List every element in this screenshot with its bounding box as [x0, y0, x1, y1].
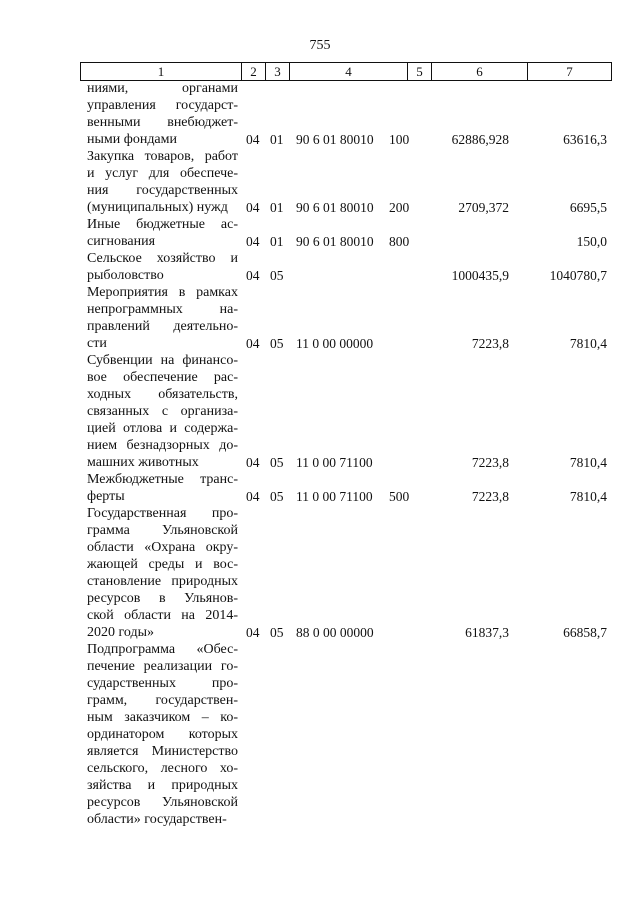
column-header-7: 7	[528, 63, 612, 81]
row-section-code: 04	[246, 268, 260, 283]
row-amount-year-1: 7223,8	[471, 336, 509, 351]
budget-table-body	[0, 80, 640, 828]
row-section-code: 04	[246, 336, 260, 351]
row-description	[87, 216, 238, 250]
row-description-line: нием безнадзорных до-	[87, 438, 238, 453]
row-target-article: 88 0 00 00000	[296, 625, 374, 640]
row-target-article: 11 0 00 00000	[296, 336, 374, 351]
row-description-line: Мероприятия в рамках	[87, 285, 238, 300]
row-subsection-code: 01	[270, 200, 284, 215]
row-target-article: 90 6 01 80010	[296, 200, 374, 215]
row-section-code: 04	[246, 455, 260, 470]
row-description-line: ординатором которых	[87, 727, 238, 742]
row-description-line: 2020 годы»	[87, 625, 155, 640]
row-description-line: области» государствен-	[87, 812, 227, 827]
row-description-line: ресурсов в Ульянов-	[87, 591, 238, 606]
column-header-3: 3	[266, 63, 290, 81]
row-description-line: рыболовство	[87, 268, 164, 283]
row-description-line: сельского, лесного хо-	[87, 761, 238, 776]
row-subsection-code: 05	[270, 489, 284, 504]
row-description-line: ходных обязательств,	[87, 387, 238, 402]
row-description-line: ской области на 2014-	[87, 608, 238, 623]
row-description	[87, 148, 238, 216]
row-amount-year-2: 150,0	[576, 234, 607, 249]
row-description-line: правлений деятельно-	[87, 319, 238, 334]
row-expense-type: 500	[389, 489, 410, 504]
row-description-line: и услуг для обеспече-	[87, 166, 238, 181]
row-description-line: сударственных про-	[87, 676, 238, 691]
row-description-line: печение реализации го-	[87, 659, 238, 674]
row-description-line: Подпрограмма «Обес-	[87, 642, 238, 657]
table-row	[0, 284, 640, 352]
row-subsection-code: 05	[270, 455, 284, 470]
table-row	[0, 641, 640, 828]
row-expense-type: 100	[389, 132, 410, 147]
page-number: 755	[309, 38, 331, 53]
row-description-line: ными фондами	[87, 132, 178, 147]
row-subsection-code: 05	[270, 625, 284, 640]
row-subsection-code: 01	[270, 132, 284, 147]
row-description	[87, 471, 238, 505]
row-amount-year-2: 7810,4	[569, 336, 607, 351]
table-row	[0, 505, 640, 641]
row-description	[87, 250, 238, 284]
row-description-line: является Министерство	[87, 744, 238, 759]
row-description-line: ным заказчиком – ко-	[87, 710, 238, 725]
table-row	[0, 216, 640, 250]
column-header-6: 6	[432, 63, 528, 81]
column-header-5: 5	[408, 63, 432, 81]
row-description-line: ферты	[87, 489, 125, 504]
row-section-code: 04	[246, 625, 260, 640]
row-description	[87, 284, 238, 352]
row-section-code: 04	[246, 234, 260, 249]
row-amount-year-2: 1040780,7	[549, 268, 607, 283]
row-description	[87, 80, 238, 148]
row-description-line: Межбюджетные транс-	[87, 472, 238, 487]
row-description-line: жающей среды и вос-	[87, 557, 238, 572]
row-target-article: 90 6 01 80010	[296, 132, 374, 147]
row-expense-type: 800	[389, 234, 410, 249]
row-expense-type: 200	[389, 200, 410, 215]
row-description-line: грамм, государствен-	[87, 693, 238, 708]
row-description-line: машних животных	[87, 455, 199, 470]
row-description-line: Иные бюджетные ас-	[87, 217, 238, 232]
row-description-line: венными внебюджет-	[87, 115, 238, 130]
table-row	[0, 250, 640, 284]
row-section-code: 04	[246, 489, 260, 504]
row-amount-year-1: 61837,3	[465, 625, 509, 640]
row-description-line: (муниципальных) нужд	[87, 200, 228, 215]
row-description	[87, 505, 238, 641]
row-description-line: управления государст-	[87, 98, 238, 113]
row-subsection-code: 05	[270, 336, 284, 351]
row-amount-year-1: 7223,8	[471, 489, 509, 504]
row-description-line: ния государственных	[87, 183, 238, 198]
row-description-line: Закупка товаров, работ	[87, 149, 238, 164]
row-description-line: непрограммных на-	[87, 302, 238, 317]
column-header-2: 2	[242, 63, 266, 81]
row-amount-year-2: 66858,7	[563, 625, 607, 640]
row-section-code: 04	[246, 200, 260, 215]
table-row	[0, 148, 640, 216]
table-row	[0, 352, 640, 471]
row-amount-year-2: 7810,4	[569, 489, 607, 504]
row-target-article: 11 0 00 71100	[296, 489, 373, 504]
row-subsection-code: 01	[270, 234, 284, 249]
column-header-table	[80, 62, 612, 81]
row-amount-year-1: 2709,372	[458, 200, 509, 215]
column-header-1: 1	[81, 63, 242, 81]
row-description-line: сигнования	[87, 234, 156, 249]
row-amount-year-2: 7810,4	[569, 455, 607, 470]
row-description-line: становление природных	[87, 574, 238, 589]
row-description-line: ресурсов Ульяновской	[87, 795, 238, 810]
row-description-line: ниями, органами	[87, 81, 238, 96]
row-amount-year-1: 62886,928	[451, 132, 509, 147]
row-description-line: сти	[87, 336, 107, 351]
column-header-4: 4	[290, 63, 408, 81]
row-description-line: области «Охрана окру-	[87, 540, 238, 555]
row-subsection-code: 05	[270, 268, 284, 283]
table-row	[0, 80, 640, 148]
row-description-line: Субвенции на финансо-	[87, 353, 238, 368]
row-amount-year-2: 63616,3	[563, 132, 607, 147]
row-amount-year-2: 6695,5	[569, 200, 607, 215]
row-description-line: Сельское хозяйство и	[87, 251, 238, 266]
row-description-line: Государственная про-	[87, 506, 238, 521]
column-header-row	[81, 63, 612, 81]
row-description	[87, 641, 238, 828]
row-description-line: связанных с организа-	[87, 404, 238, 419]
row-amount-year-1: 1000435,9	[451, 268, 509, 283]
row-target-article: 90 6 01 80010	[296, 234, 374, 249]
row-description	[87, 352, 238, 471]
row-description-line: вое обеспечение рас-	[87, 370, 238, 385]
row-description-line: грамма Ульяновской	[87, 523, 238, 538]
table-row	[0, 471, 640, 505]
row-description-line: цией отлова и содержа-	[87, 421, 238, 436]
row-section-code: 04	[246, 132, 260, 147]
row-amount-year-1: 7223,8	[471, 455, 509, 470]
row-target-article: 11 0 00 71100	[296, 455, 373, 470]
row-description-line: зяйства и природных	[87, 778, 238, 793]
